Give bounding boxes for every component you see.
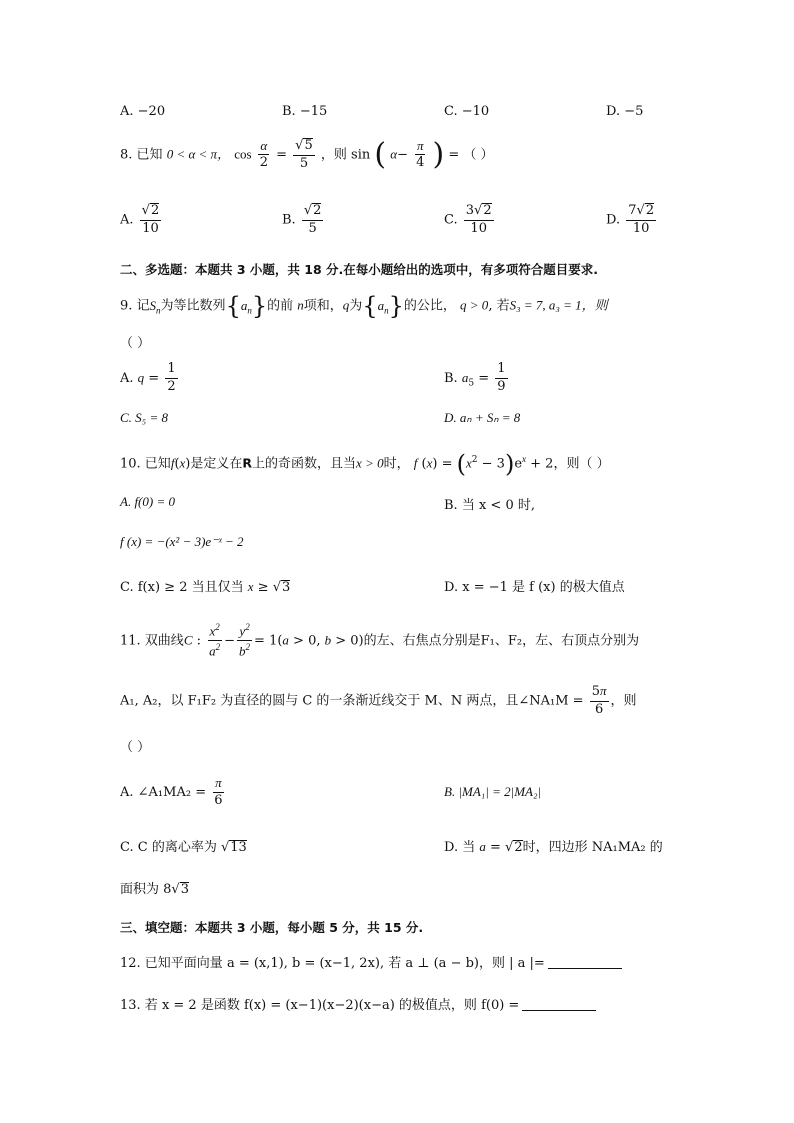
q8-cos: cos: [234, 146, 252, 162]
q11-option-d-cont: 面积为 8√3: [120, 882, 189, 897]
q11-blank: （ ）: [120, 740, 151, 755]
q8-option-d: D. $\frac{7√2}{10}$: [606, 203, 655, 236]
q8-sqrt5-over-5: $\frac{√5}{5}$: [295, 138, 313, 171]
q8-option-c: C. $\frac{3√2}{10}$: [444, 203, 492, 236]
section-3-heading: 三、填空题：本题共 3 小题，每小题 5 分，共 15 分.: [120, 920, 424, 935]
q8-sin: ，则 sin: [320, 147, 371, 163]
q7-option-c: C. −10: [444, 104, 490, 119]
section-2-heading: 二、多选题：本题共 3 小题，共 18 分.在每小题给出的选项中，有多项符合题目要求.: [120, 262, 598, 277]
q7-option-b: B. −15: [282, 104, 328, 119]
q11-option-d: D. 当 a = √2时，四边形 NA₁MA₂ 的: [444, 839, 663, 855]
q9-stem: 9. 记$S_n$为等比数列$\{a_n\}$的前 n项和，q为$\{a_n\}$的公比， q > 0, 若S₃ = 7, a₃ = 1，则: [120, 292, 608, 320]
q11-stem-line1: 11. 双曲线C : $\frac{x^2}{a^2}$ − $\frac{y^2}{b^2}$ = 1(a > 0, b > 0)的左、右焦点分别是F₁、F₂，左、右顶点分别为: [120, 622, 640, 659]
q8-pi-over-4: $\frac{\pi}{4}$: [416, 137, 425, 171]
q9-option-d: D. aₙ + Sₙ = 8: [444, 410, 521, 425]
q13-answer-blank[interactable]: [522, 1010, 596, 1011]
q11-option-b: B. |MA₁| = 2|MA₂|: [444, 784, 542, 799]
q8-prefix: 8. 已知: [120, 147, 163, 163]
q11-option-a: A. ∠A₁MA₂ = $\frac{\pi}{6}$: [120, 775, 223, 808]
q10-option-b-formula: f (x) = −(x² − 3)e⁻ˣ − 2: [120, 534, 244, 549]
q9-blank: （ ）: [120, 336, 151, 351]
q10-option-b: B. 当 x < 0 时,: [444, 498, 535, 513]
q9-option-c: C. S₅ = 8: [120, 410, 168, 425]
q7-option-d: D. −5: [606, 104, 644, 119]
q8-option-a: A. $\frac{√2}{10}$: [120, 203, 160, 236]
q12-stem: 12. 已知平面向量 a = (x,1), b = (x−1, 2x), 若 a ⊥ (a − b)，则 | a |=: [120, 952, 622, 971]
q10-stem: 10. 已知f(x)是定义在R上的奇函数，且当x > 0时， f $(x) = (x^2 - 3)e^x + 2$，则（ ）: [120, 450, 610, 478]
q10-option-c: C. f(x) ≥ 2 当且仅当 x ≥ √3: [120, 579, 291, 595]
q8-condition: 0 < α < π，: [166, 146, 231, 162]
q8-option-b: B. $\frac{√2}{5}$: [282, 203, 322, 236]
q8-stem: 8. 已知 0 < α < π， cos $\frac{\alpha}{2}$ = $\frac{√5}{5}$ ，则 sin ( α− $\frac{\pi}{4}$ ) = （ ）: [120, 136, 494, 172]
q13-stem: 13. 若 x = 2 是函数 f(x) = (x−1)(x−2)(x−a) 的极值点，则 f(0) =: [120, 994, 596, 1013]
q11-option-c: C. C 的离心率为 √13: [120, 840, 247, 855]
q9-option-a: A. q = $\frac{1}{2}$: [120, 361, 176, 394]
q12-answer-blank[interactable]: [548, 968, 622, 969]
q10-option-a: A. f(0) = 0: [120, 494, 175, 509]
q7-option-a: A. −20: [120, 104, 166, 119]
q8-blank: = （ ）: [448, 147, 494, 163]
q8-half-alpha: $\frac{\alpha}{2}$: [259, 137, 268, 171]
q9-option-b: B. $a_5$ = $\frac{1}{9}$: [444, 361, 506, 394]
q10-option-d: D. x = −1 是 f (x) 的极大值点: [444, 580, 625, 595]
q11-stem-line2: A₁, A₂，以 F₁F₂ 为直径的圆与 C 的一条渐近线交于 M、N 两点，且∠NA₁M = $\frac{5\pi}{6}$ ，则: [120, 683, 637, 717]
